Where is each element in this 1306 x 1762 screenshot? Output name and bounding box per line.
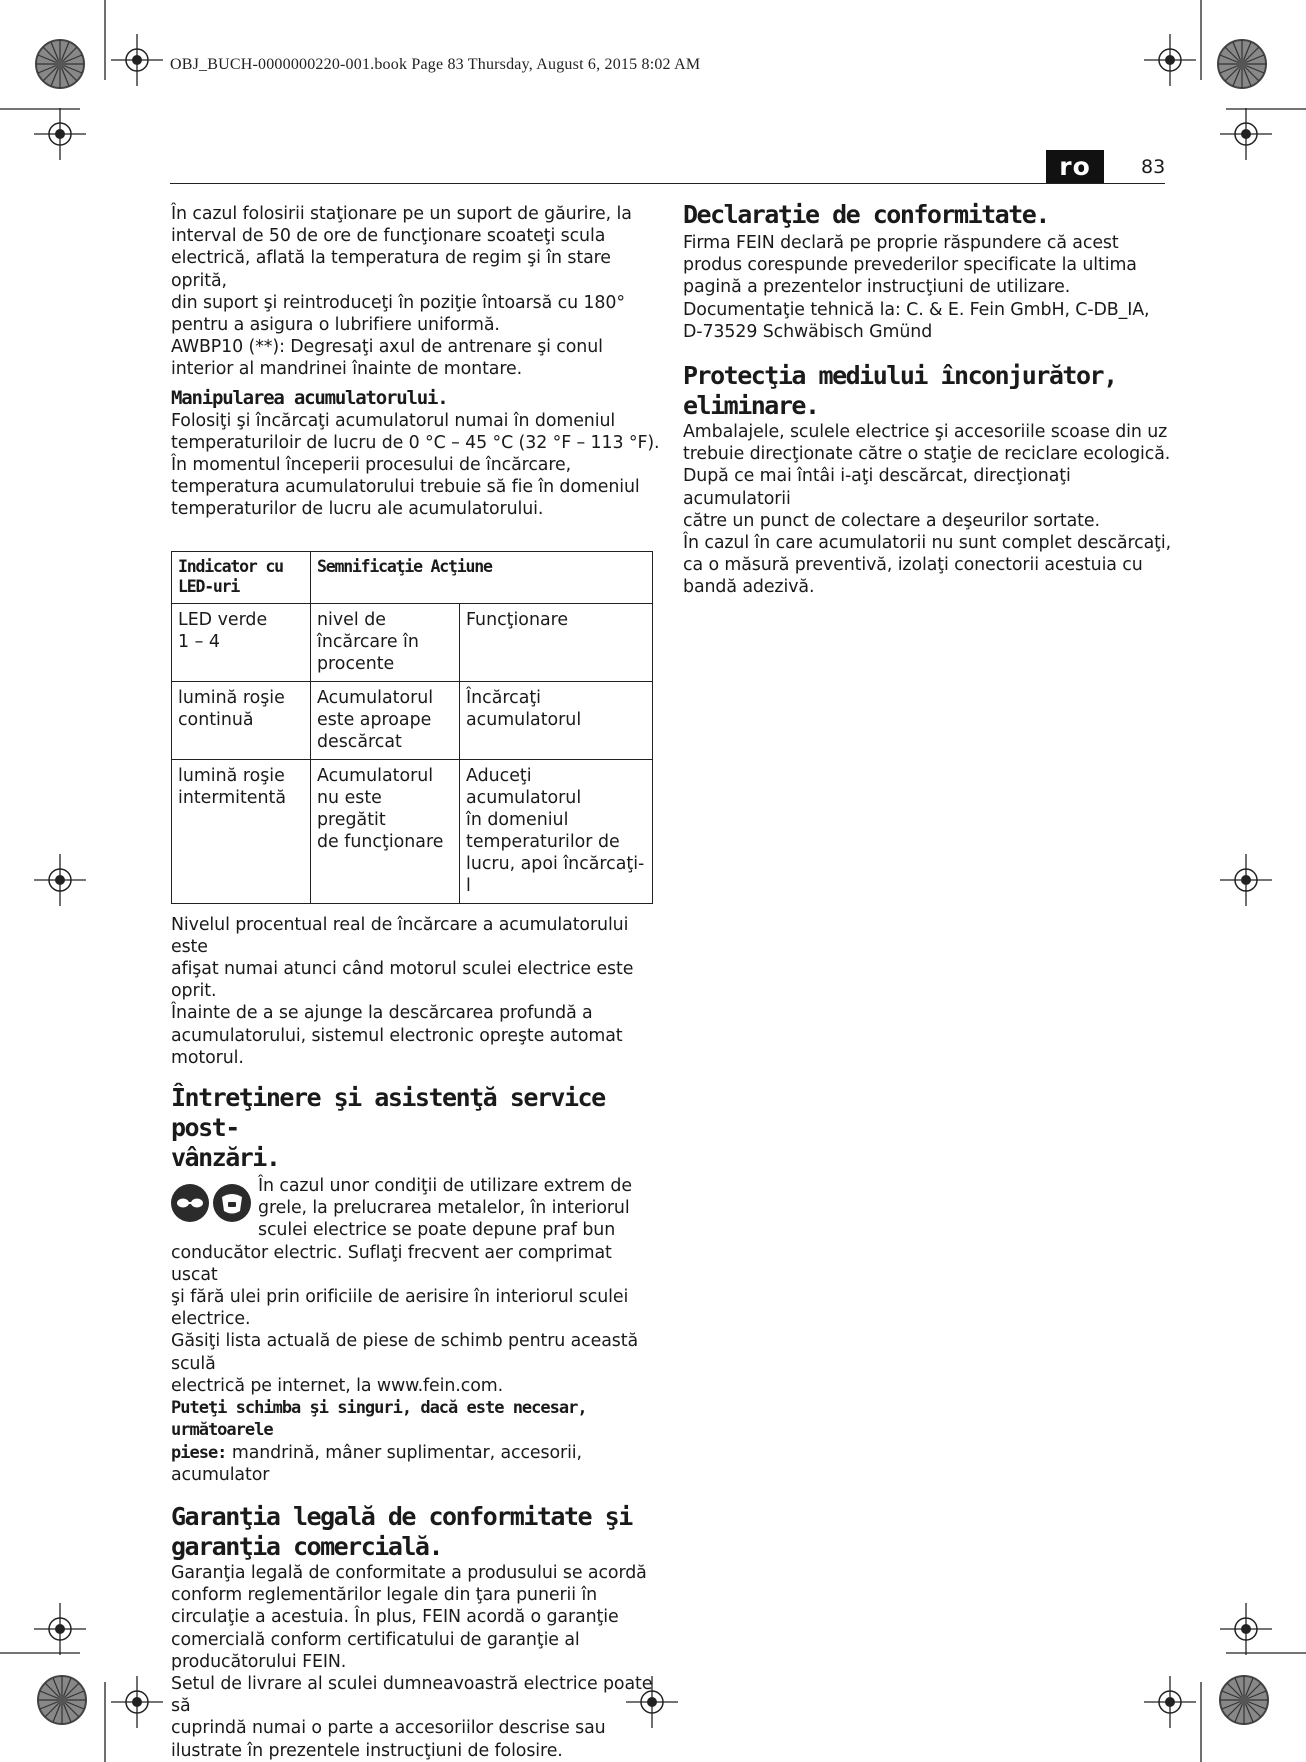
registration-mark-icon (111, 1676, 163, 1728)
table-cell: Acumulatorul nu este pregătit de funcţionare (311, 759, 460, 903)
table-header-row (172, 551, 653, 603)
table-cell: Acumulatorul este aproape descărcat (311, 681, 460, 759)
conformity-paragraph-1: Firma FEIN declară pe proprie răspundere că acest produs corespunde prevederilor specificate la ultima pagină a prezentelor instrucţiuni de utilizare. (683, 233, 1137, 298)
language-badge: ro (1046, 150, 1104, 184)
registration-mark-icon (34, 108, 86, 160)
battery-paragraph: Folosiţi şi încărcaţi acumulatorul numai în domeniul temperaturiloir de lucru de 0 °C – 45 °C (32 °F – 113 °F). În momentul începerii procesului de încărcare, temperatura acumulatorului trebuie să fie în domeniul temperaturilor de lucru ale acumulatorului. (171, 410, 660, 520)
registration-mark-icon (111, 34, 163, 86)
awbp-paragraph: AWBP10 (**): Degresaţi axul de antrenare şi conul interior al mandrinei înainte de montare. (171, 337, 603, 380)
conformity-heading: Declaraţie de conformitate. (683, 200, 1049, 229)
color-wheel-icon (1218, 40, 1266, 88)
service-block (171, 1175, 661, 1242)
warranty-heading: Garanţia legală de conformitate şi garanţia comercială. (171, 1501, 632, 1561)
environment-paragraph-2: După ce mai întâi i-aţi descărcat, direcţionaţi acumulatorii către un punct de colectare a deşeurilor sortate. (683, 466, 1100, 531)
table-cell: Aduceţi acumulatorul în domeniul temperaturilor de lucru, apoi încărcaţi-l (460, 759, 653, 903)
deep-discharge-paragraph: Înainte de a se ajunge la descărcarea profundă a acumulatorului, sistemul electronic opreşte automat motorul. (171, 1003, 623, 1068)
table-row (172, 759, 653, 903)
replace-parts-paragraph (171, 1397, 661, 1486)
environment-heading: Protecţia mediului înconjurător, eliminare. (683, 361, 1117, 421)
dust-mask-icon (213, 1183, 253, 1223)
safety-icons (171, 1183, 251, 1223)
color-wheel-icon (1220, 1676, 1268, 1724)
warranty-paragraph-2: Setul de livrare al sculei dumneavoastră electrice poate să cuprindă numai o parte a accesoriilor descrise sau ilustrate în prezentele instrucţiuni de folosire. (171, 1673, 653, 1761)
conformity-paragraph-2: Documentaţie tehnică la: C. & E. Fein GmbH, C-DB_IA, D-73529 Schwäbisch Gmünd (683, 299, 1150, 342)
registration-mark-icon (1220, 108, 1272, 160)
table-cell: lumină roşie intermitentă (172, 759, 311, 903)
intro-paragraph: În cazul folosirii staţionare pe un suport de găurire, la interval de 50 de ore de funcţionare scoateţi scula electrică, aflată la temperatura de regim şi în stare oprită, din suport şi reintroduceţi în poziţie întoarsă cu 180° pentru a asigura o lubrifiere uniformă. (171, 204, 632, 336)
table-cell: Funcţionare (460, 603, 653, 681)
spare-parts-paragraph: Găsiţi lista actuală de piese de schimb pentru această sculă electrică pe internet, la www.fein.com. (171, 1331, 639, 1396)
registration-mark-icon (1220, 1603, 1272, 1655)
replace-bold-label: piese: (171, 1442, 227, 1463)
color-wheel-icon (36, 40, 84, 88)
page-number: 83 (1141, 156, 1166, 178)
charge-level-paragraph: Nivelul procentual real de încărcare a acumulatorului este afişat numai atunci când motorul sculei electrice este oprit. (171, 914, 634, 1002)
color-wheel-icon (38, 1676, 86, 1724)
header-rule (170, 183, 1165, 184)
environment-paragraph-1: Ambalajele, sculele electrice şi accesoriile scoase din uz trebuie direcţionate către o staţie de reciclare ecologică. (683, 422, 1171, 465)
registration-mark-icon (34, 1603, 86, 1655)
replace-bold-text: Puteţi schimba şi singuri, dacă este necesar, următoarele (171, 1398, 587, 1441)
book-info: OBJ_BUCH-0000000220-001.book Page 83 Thursday, August 6, 2015 8:02 AM (170, 56, 701, 73)
registration-mark-icon (1144, 34, 1196, 86)
registration-mark-icon (1144, 1676, 1196, 1728)
registration-mark-icon (34, 854, 86, 906)
table-row (172, 681, 653, 759)
service-icon-text: În cazul unor condiţii de utilizare extrem de grele, la prelucrarea metalelor, în interiorul sculei electrice se poate depune praf bun (258, 1176, 632, 1241)
battery-heading: Manipularea acumulatorului. (171, 386, 448, 409)
table-cell: LED verde 1 – 4 (172, 603, 311, 681)
table-cell: Încărcaţi acumulatorul (460, 681, 653, 759)
led-table (171, 551, 653, 904)
environment-paragraph-3: În cazul în care acumulatorii nu sunt complet descărcaţi, ca o măsură preventivă, izolaţi conectorii acestuia cu bandă adezivă. (683, 533, 1172, 598)
table-cell: lumină roşie continuă (172, 681, 311, 759)
table-row (172, 603, 653, 681)
service-heading: Întreţinere şi asistenţă service post- vânzări. (171, 1083, 605, 1173)
left-column (171, 203, 661, 1762)
table-header-cell: Indicator cu LED-uri (172, 551, 311, 603)
replace-parts-list: mandrină, mâner suplimentar, accesorii, acumulator (171, 1442, 582, 1485)
table-cell: nivel de încărcare în procente (311, 603, 460, 681)
warranty-paragraph-1: Garanţia legală de conformitate a produsului se acordă conform reglementărilor legale din ţara punerii în circulaţie a acestuia. În plus, FEIN acordă o garanţie comercială conform certificatului de garanţie al producătorului FEIN. (171, 1562, 647, 1672)
table-header-cell: Semnificaţie Acţiune (311, 551, 653, 603)
registration-mark-icon (1220, 854, 1272, 906)
service-paragraph: conducător electric. Suflaţi frecvent aer comprimat uscat şi fără ulei prin orificiile de aerisire în interiorul sculei electrice. (171, 1242, 629, 1330)
right-column (683, 200, 1178, 599)
